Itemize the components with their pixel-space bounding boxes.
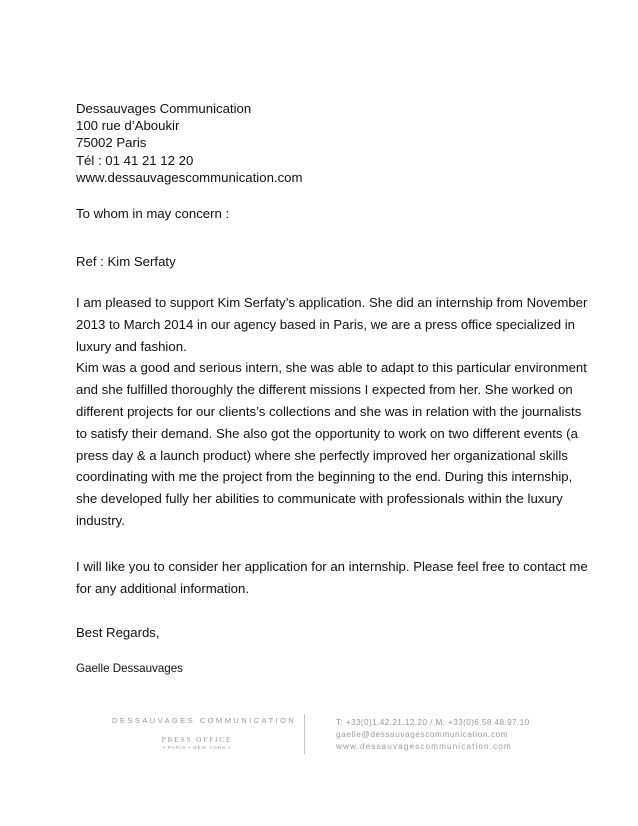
sender-postal-city: 75002 Paris bbox=[76, 135, 147, 151]
sender-website: www.dessauvagescommunication.com bbox=[76, 169, 303, 185]
request-line: I will like you to consider her application for an internship. Please feel free to contact me bbox=[76, 559, 588, 574]
body-line: she developed fully her abilities to communicate with professionals within the luxury bbox=[76, 491, 563, 507]
footer-contact bbox=[336, 717, 530, 753]
body-line: Kim was a good and serious intern, she was able to adapt to this particular environment bbox=[76, 360, 587, 376]
body-line: coordinating with me the project from the beginning to the end. During this internship, bbox=[76, 469, 573, 485]
footer-email: gaelle@dessauvagescommunication.com bbox=[336, 730, 509, 739]
sender-street: 100 rue d’Aboukir bbox=[76, 118, 180, 134]
body-line: to satisfy their demand. She also got the opportunity to work on two different events (a bbox=[76, 425, 578, 441]
sender-address bbox=[76, 100, 303, 186]
reference-line: Ref : Kim Serfaty bbox=[76, 254, 176, 269]
footer-cities: • PARIS • NEW YORK • bbox=[162, 745, 232, 750]
footer-brand bbox=[112, 716, 297, 750]
body-line: 2013 to March 2014 in our agency based in Paris, we are a press office specialized in bbox=[76, 316, 575, 332]
sender-phone: Tél : 01 41 21 12 20 bbox=[76, 152, 194, 168]
body-line: and she fulfilled thoroughly the different missions I expected from her. She worked on bbox=[76, 382, 573, 398]
footer-website: www.dessauvagescommunication.com bbox=[336, 742, 512, 751]
body-line: industry. bbox=[76, 512, 125, 528]
closing-regards: Best Regards, bbox=[76, 625, 160, 640]
sender-company: Dessauvages Communication bbox=[76, 101, 252, 116]
footer-divider bbox=[304, 714, 305, 754]
body-line: I am pleased to support Kim Serfaty’s application. She did an internship from November bbox=[76, 295, 588, 310]
signature-name: Gaelle Dessauvages bbox=[76, 662, 183, 675]
footer-phones: T: +33(0)1.42.21.12.20 / M: +33(0)6.58.48.97.10 bbox=[336, 718, 530, 727]
contact-request bbox=[76, 556, 588, 600]
body-line: luxury and fashion. bbox=[76, 338, 187, 354]
footer-press-office: PRESS OFFICE bbox=[161, 735, 233, 744]
salutation: To whom in may concern : bbox=[76, 206, 230, 221]
body-line: press day & a launch product) where she perfectly improved her organizational skills bbox=[76, 447, 568, 463]
letter-body bbox=[76, 292, 588, 532]
request-line: for any additional information. bbox=[76, 580, 250, 596]
footer-company: DESSAUVAGES COMMUNICATION bbox=[112, 716, 297, 725]
body-line: different projects for our clients’s collections and she was in relation with the journalists bbox=[76, 403, 582, 419]
